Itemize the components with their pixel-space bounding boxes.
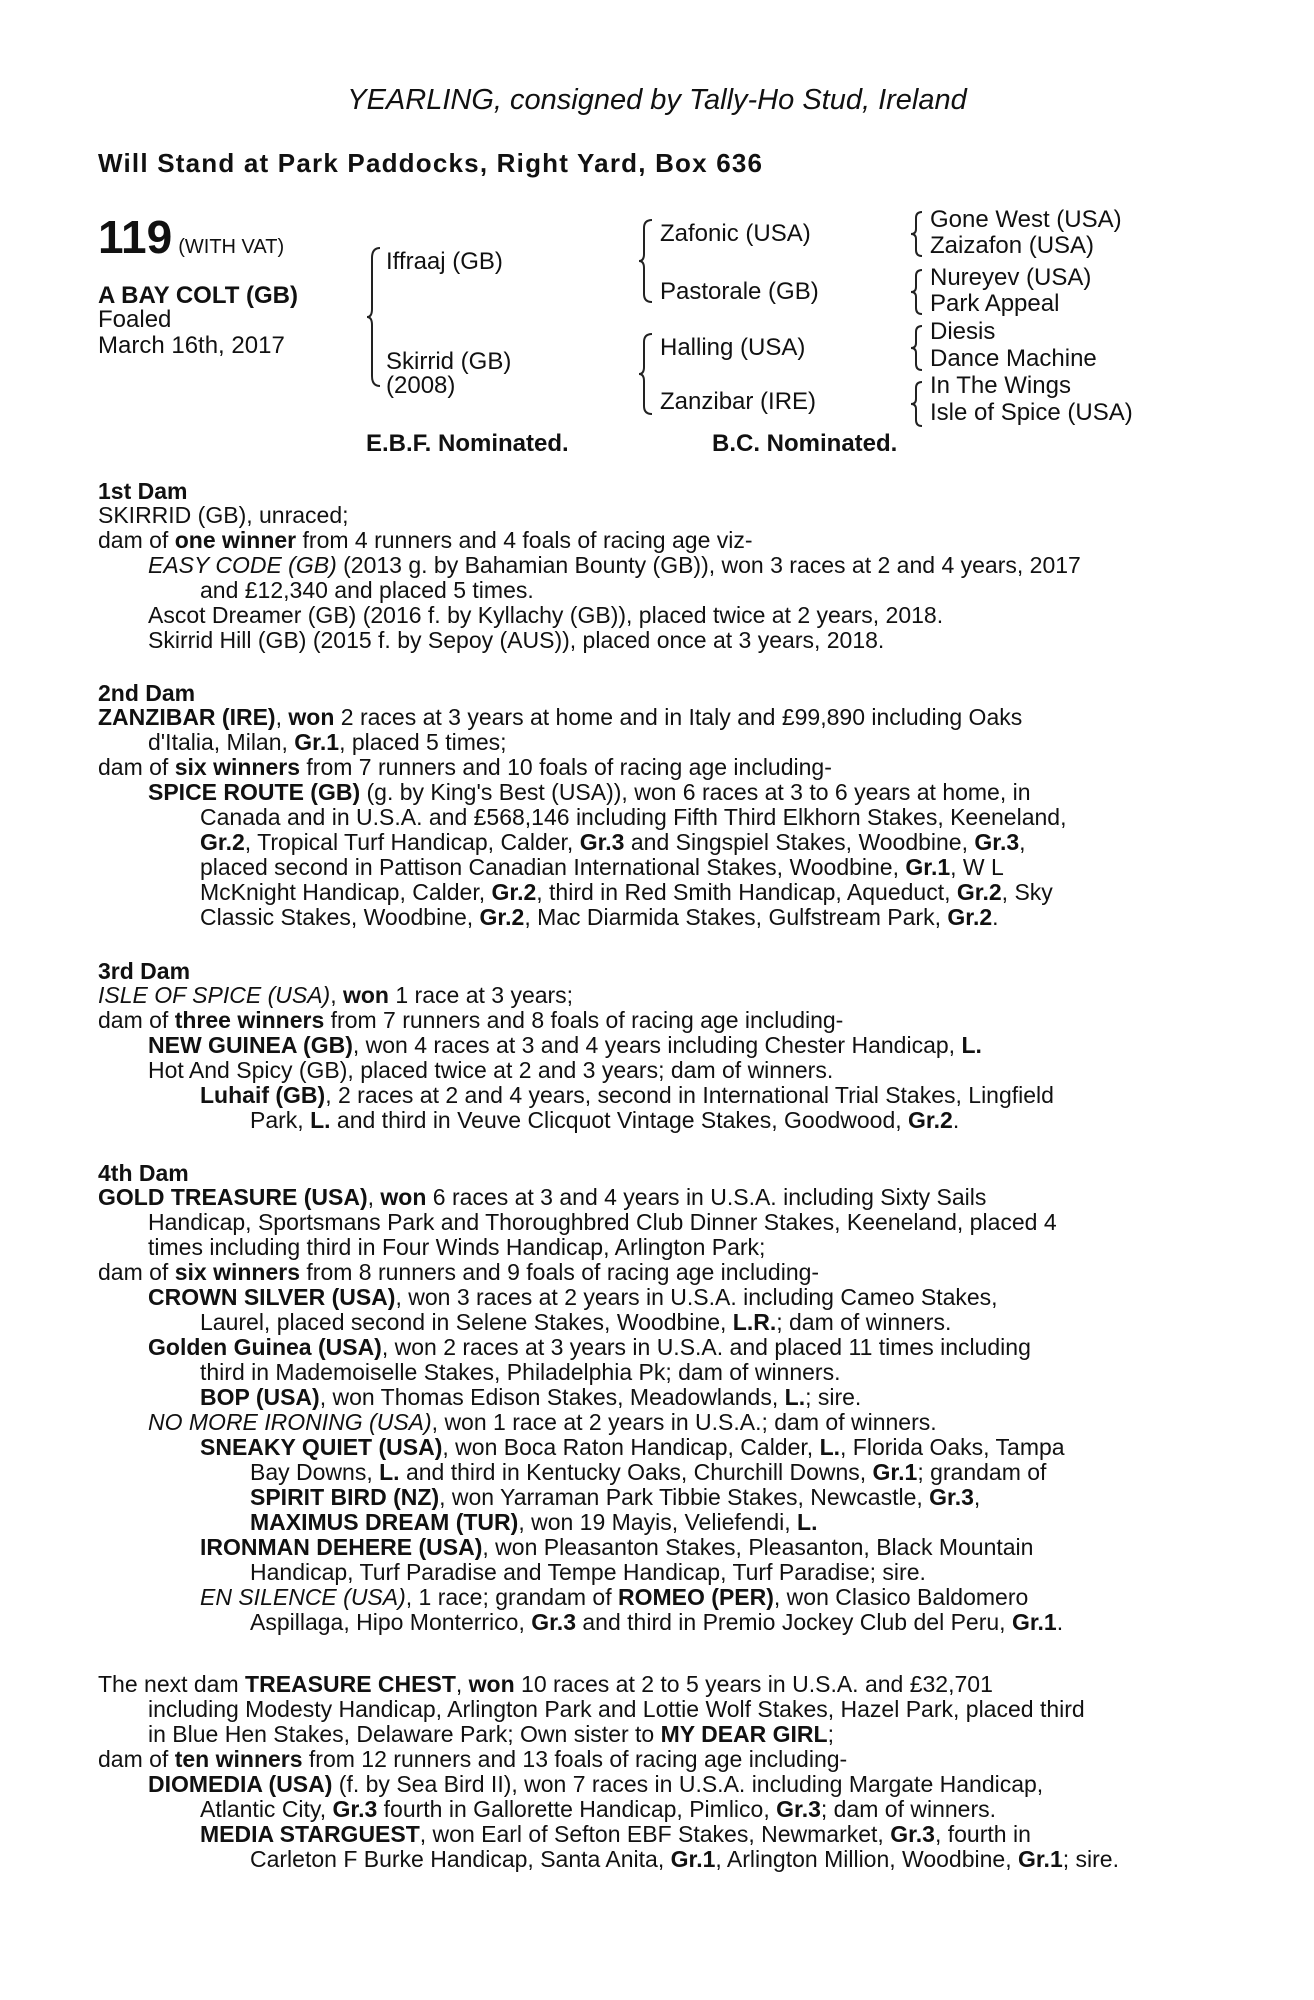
consignor-title: YEARLING, consigned by Tally-Ho Stud, Ireland [347,84,967,116]
produce-entry: EN SILENCE (USA), 1 race; grandam of ROMEO (PER), won Clasico Baldomero [200,1584,1029,1610]
lot-description: A BAY COLT (GB) [98,282,299,309]
sire-name: Iffraaj (GB) [386,248,503,275]
ggp-8: Isle of Spice (USA) [930,399,1133,426]
second-dam-produce-summary: dam of six winners from 7 runners and 10 foals of racing age including- [98,754,832,780]
produce-entry-cont: and £12,340 and placed 5 times. [200,577,534,603]
next-dam-line: The next dam TREASURE CHEST, won 10 races at 2 to 5 years in U.S.A. and £32,701 [98,1671,993,1697]
produce-entry: NEW GUINEA (GB), won 4 races at 3 and 4 years including Chester Handicap, L. [148,1032,982,1058]
ggp-7: In The Wings [930,372,1071,399]
foaled-label: Foaled [98,306,172,333]
produce-entry-cont: SPIRIT BIRD (NZ), won Yarraman Park Tibbie Stakes, Newcastle, Gr.3, [250,1484,981,1510]
ggp-3: Nureyev (USA) [930,264,1092,291]
brace-ggp-1 [910,210,924,258]
next-dam-line-cont: including Modesty Handicap, Arlington Park and Lottie Wolf Stakes, Hazel Park, placed third [148,1696,1085,1722]
produce-entry: CROWN SILVER (USA), won 3 races at 2 years in U.S.A. including Cameo Stakes, [148,1284,998,1310]
produce-entry: BOP (USA), won Thomas Edison Stakes, Meadowlands, L.; sire. [200,1384,862,1410]
brace-ggp-4 [910,380,924,428]
next-dam-produce-summary: dam of ten winners from 12 runners and 13 foals of racing age including- [98,1746,848,1772]
produce-entry-cont: Atlantic City, Gr.3 fourth in Gallorette Handicap, Pimlico, Gr.3; dam of winners. [200,1796,997,1822]
dam-dam: Zanzibar (IRE) [660,388,817,415]
dam-year: (2008) [386,372,456,399]
sire-dam: Pastorale (GB) [660,278,819,305]
third-dam-line: ISLE OF SPICE (USA), won 1 race at 3 years; [98,982,574,1008]
ggp-6: Dance Machine [930,345,1097,372]
produce-entry-cont: Gr.2, Tropical Turf Handicap, Calder, Gr.3 and Singspiel Stakes, Woodbine, Gr.3, [200,829,1026,855]
ggp-2: Zaizafon (USA) [930,232,1095,259]
produce-entry: Skirrid Hill (GB) (2015 f. by Sepoy (AUS)), placed once at 3 years, 2018. [148,627,885,653]
second-dam-line: ZANZIBAR (IRE), won 2 races at 3 years at home and in Italy and £99,890 including Oaks [98,704,1023,730]
next-dam-line-cont: in Blue Hen Stakes, Delaware Park; Own sister to MY DEAR GIRL; [148,1721,834,1747]
vat-note: (WITH VAT) [178,236,285,258]
fourth-dam-produce-summary: dam of six winners from 8 runners and 9 foals of racing age including- [98,1259,820,1285]
stand-location: Will Stand at Park Paddocks, Right Yard, Box 636 [98,148,764,178]
produce-entry: Ascot Dreamer (GB) (2016 f. by Kyllachy (GB)), placed twice at 2 years, 2018. [148,602,944,628]
fourth-dam-line: GOLD TREASURE (USA), won 6 races at 3 and 4 years in U.S.A. including Sixty Sails [98,1184,987,1210]
produce-entry-cont: McKnight Handicap, Calder, Gr.2, third in Red Smith Handicap, Aqueduct, Gr.2, Sky [200,879,1053,905]
produce-entry-cont: Handicap, Turf Paradise and Tempe Handicap, Turf Paradise; sire. [250,1559,926,1585]
first-dam-produce-summary: dam of one winner from 4 runners and 4 foals of racing age viz- [98,527,753,553]
second-dam-line-cont: d'Italia, Milan, Gr.1, placed 5 times; [148,729,507,755]
produce-entry-cont: Park, L. and third in Veuve Clicquot Vintage Stakes, Goodwood, Gr.2. [250,1107,960,1133]
produce-entry: SNEAKY QUIET (USA), won Boca Raton Handicap, Calder, L., Florida Oaks, Tampa [200,1434,1065,1460]
second-dam-heading: 2nd Dam [98,680,196,706]
fourth-dam-heading: 4th Dam [98,1160,189,1186]
third-dam-produce-summary: dam of three winners from 7 runners and 8 foals of racing age including- [98,1007,844,1033]
produce-entry: SPICE ROUTE (GB) (g. by King's Best (USA)), won 6 races at 3 to 6 years at home, in [148,779,1031,805]
produce-entry-cont: MAXIMUS DREAM (TUR), won 19 Mayis, Veliefendi, L. [250,1509,818,1535]
ebf-nominated: E.B.F. Nominated. [366,430,569,457]
produce-entry: Luhaif (GB), 2 races at 2 and 4 years, second in International Trial Stakes, Lingfield [200,1082,1054,1108]
lot-number: 119 [98,211,173,263]
produce-entry-cont: Carleton F Burke Handicap, Santa Anita, Gr.1, Arlington Million, Woodbine, Gr.1; sire. [250,1846,1119,1872]
fourth-dam-line-cont: Handicap, Sportsmans Park and Thoroughbred Club Dinner Stakes, Keeneland, placed 4 [148,1209,1057,1235]
brace-sire-parents [638,218,654,304]
third-dam-heading: 3rd Dam [98,958,191,984]
dam-sire: Halling (USA) [660,334,806,361]
ggp-5: Diesis [930,318,996,345]
produce-entry: Hot And Spicy (GB), placed twice at 2 and 3 years; dam of winners. [148,1057,834,1083]
produce-entry-cont: Aspillaga, Hipo Monterrico, Gr.3 and third in Premio Jockey Club del Peru, Gr.1. [250,1609,1064,1635]
brace-dam-parents [638,332,654,416]
produce-entry: EASY CODE (GB) (2013 g. by Bahamian Bounty (GB)), won 3 races at 2 and 4 years, 2017 [148,552,1081,578]
produce-entry: IRONMAN DEHERE (USA), won Pleasanton Stakes, Pleasanton, Black Mountain [200,1534,1034,1560]
ggp-4: Park Appeal [930,290,1060,317]
brace-sire-dam [366,246,382,388]
sire-sire: Zafonic (USA) [660,220,811,247]
produce-entry-cont: Classic Stakes, Woodbine, Gr.2, Mac Diarmida Stakes, Gulfstream Park, Gr.2. [200,904,999,930]
ggp-1: Gone West (USA) [930,206,1122,233]
bc-nominated: B.C. Nominated. [712,430,898,457]
brace-ggp-3 [910,324,924,372]
produce-entry-cont: Laurel, placed second in Selene Stakes, Woodbine, L.R.; dam of winners. [200,1309,952,1335]
lot-number-row [98,210,284,264]
produce-entry: Golden Guinea (USA), won 2 races at 3 years in U.S.A. and placed 11 times including [148,1334,1031,1360]
produce-entry: DIOMEDIA (USA) (f. by Sea Bird II), won 7 races in U.S.A. including Margate Handicap, [148,1771,1044,1797]
foaled-date: March 16th, 2017 [98,332,285,359]
fourth-dam-line-cont: times including third in Four Winds Handicap, Arlington Park; [148,1234,766,1260]
produce-entry-cont: placed second in Pattison Canadian International Stakes, Woodbine, Gr.1, W L [200,854,1004,880]
dam-name: Skirrid (GB) [386,348,512,375]
produce-entry-cont: Bay Downs, L. and third in Kentucky Oaks, Churchill Downs, Gr.1; grandam of [250,1459,1047,1485]
brace-ggp-2 [910,268,924,316]
first-dam-line: SKIRRID (GB), unraced; [98,502,349,528]
produce-entry-cont: Canada and in U.S.A. and £568,146 including Fifth Third Elkhorn Stakes, Keeneland, [200,804,1067,830]
produce-entry: NO MORE IRONING (USA), won 1 race at 2 years in U.S.A.; dam of winners. [148,1409,937,1435]
produce-entry: MEDIA STARGUEST, won Earl of Sefton EBF Stakes, Newmarket, Gr.3, fourth in [200,1821,1031,1847]
first-dam-heading: 1st Dam [98,478,188,504]
produce-entry-cont: third in Mademoiselle Stakes, Philadelphia Pk; dam of winners. [200,1359,841,1385]
